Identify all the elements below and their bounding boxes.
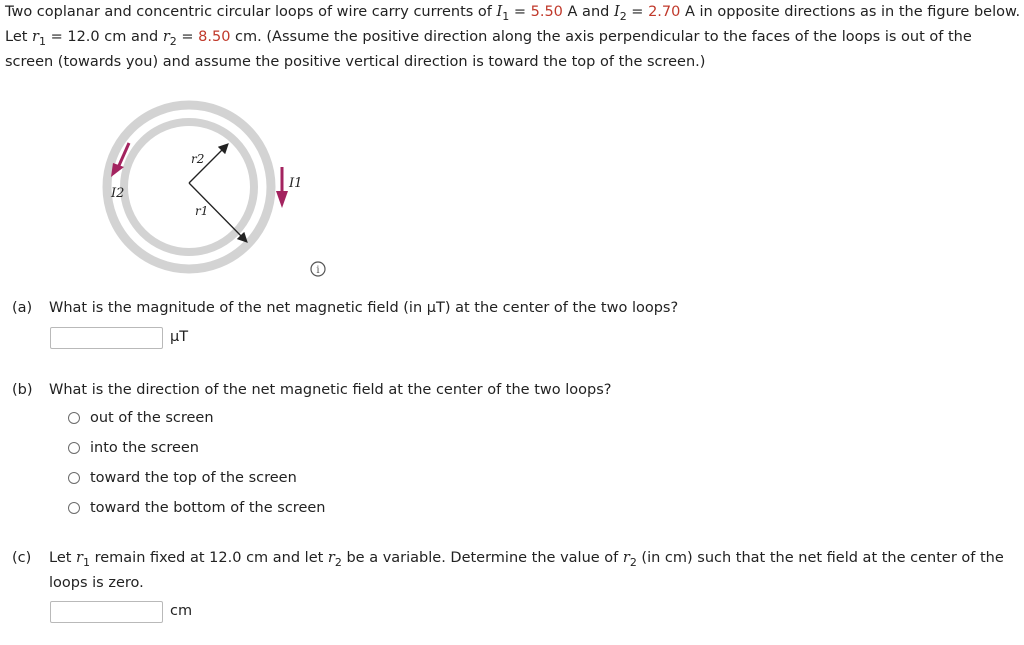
intro-text: A in opposite directions as in the figure below. Let	[5, 4, 1021, 45]
intro-text: =	[176, 29, 199, 45]
part-c-text-2: remain fixed at 12.0 cm and let	[89, 550, 328, 566]
sub: 2	[619, 10, 627, 23]
sub: 2	[169, 35, 177, 48]
label-I1: I1	[289, 176, 303, 191]
label-I2: I2	[111, 186, 125, 201]
info-glyph: i	[316, 265, 320, 276]
part-c-unit: cm	[170, 603, 193, 619]
intro-text: cm. (Assume the positive direction along the axis perpendicular to the faces of the loops is out of the screen (towards you) and assume the positive vertical direction is toward the top of the screen.)	[5, 29, 972, 70]
part-c-text-4: (in cm) such that the net field at the center of the loops is zero.	[49, 550, 1004, 591]
option-label: out of the screen	[90, 410, 214, 426]
option-toward-top[interactable]	[68, 468, 297, 488]
label-r2: r2	[191, 152, 205, 166]
sub: 1	[82, 556, 90, 569]
outer-loop	[107, 105, 271, 269]
part-c-text	[49, 546, 1017, 596]
sub: 2	[334, 556, 342, 569]
part-b-label: (b)	[12, 382, 33, 398]
intro-text: =	[626, 4, 649, 20]
part-b-question	[12, 378, 611, 403]
radio-button[interactable]	[68, 412, 80, 424]
var-I: I	[613, 4, 620, 20]
var-r: r	[622, 550, 630, 566]
part-c-answer-input[interactable]	[50, 601, 163, 623]
concentric-loops-figure	[97, 95, 337, 280]
intro-text: A and	[562, 4, 614, 20]
option-into-screen[interactable]	[68, 438, 199, 458]
sub: 1	[38, 35, 46, 48]
var-r: r	[162, 29, 170, 45]
var-I: I	[496, 4, 503, 20]
part-c-question	[12, 546, 1017, 596]
sub: 2	[629, 556, 637, 569]
var-r: r	[327, 550, 335, 566]
part-a-label: (a)	[12, 300, 33, 316]
loops-diagram	[97, 95, 337, 280]
I1-value: 5.50	[530, 4, 563, 20]
part-b-text: What is the direction of the net magnetic field at the center of the two loops?	[49, 382, 612, 398]
option-label: into the screen	[90, 440, 199, 456]
r2-value: 8.50	[198, 29, 231, 45]
part-c-text-1: Let	[49, 550, 77, 566]
option-label: toward the bottom of the screen	[90, 500, 326, 516]
radio-button[interactable]	[68, 472, 80, 484]
radio-button[interactable]	[68, 502, 80, 514]
part-a-unit: μT	[170, 329, 189, 345]
info-icon-svg	[310, 261, 326, 277]
part-a-answer-input[interactable]	[50, 327, 163, 349]
radio-button[interactable]	[68, 442, 80, 454]
part-c-text-3: be a variable. Determine the value of	[341, 550, 623, 566]
label-r1: r1	[195, 204, 209, 218]
sub: 1	[502, 10, 510, 23]
option-label: toward the top of the screen	[90, 470, 297, 486]
var-r: r	[76, 550, 83, 566]
part-a-text: What is the magnitude of the net magnetic field (in μT) at the center of the two loops?	[49, 300, 679, 316]
info-icon[interactable]	[310, 261, 326, 277]
intro-text: =	[509, 4, 531, 20]
intro-text: Two coplanar and concentric circular loops of wire carry currents of	[5, 4, 497, 20]
intro-text: = 12.0 cm and	[45, 29, 163, 45]
problem-statement	[5, 0, 1021, 75]
option-toward-bottom[interactable]	[68, 498, 325, 518]
part-c-label: (c)	[12, 550, 32, 566]
option-out-of-screen[interactable]	[68, 408, 214, 428]
I1-arrowhead	[276, 191, 288, 208]
I2-value: 2.70	[648, 4, 681, 20]
part-a-question	[12, 296, 678, 321]
inner-loop	[124, 122, 254, 252]
var-r: r	[32, 29, 39, 45]
